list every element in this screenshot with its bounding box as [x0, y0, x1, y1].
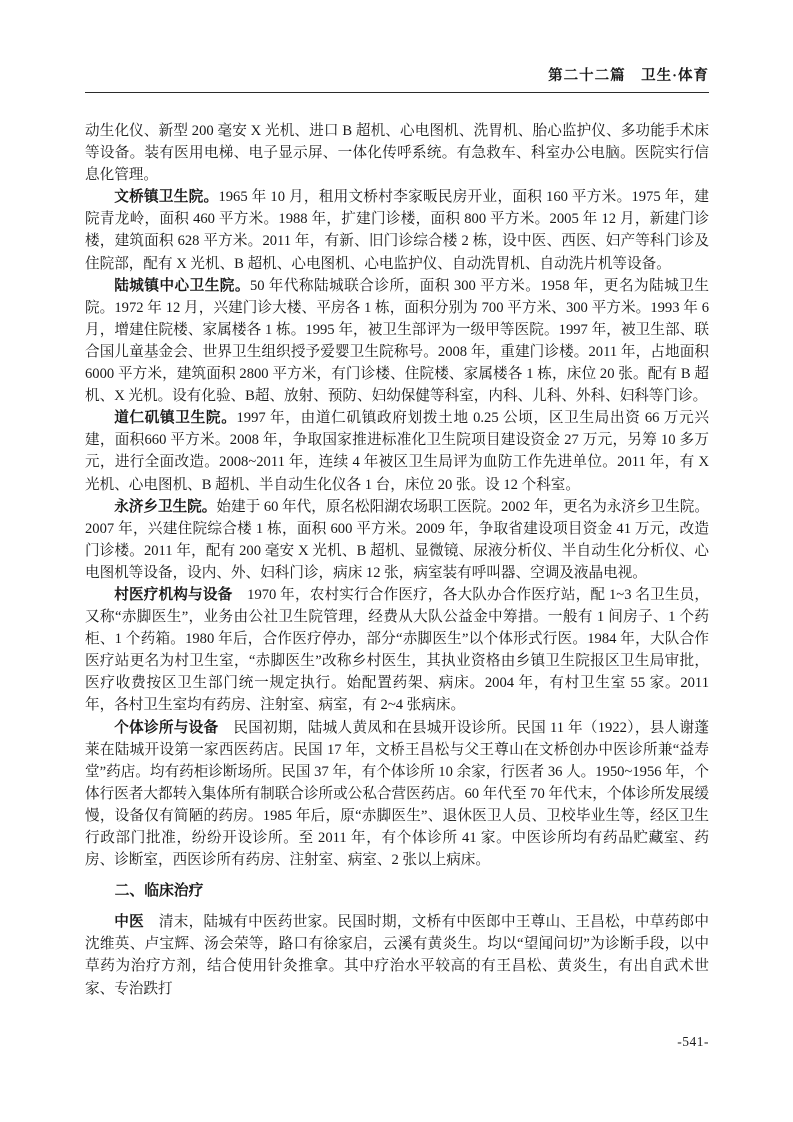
running-header-title: 第二十二篇 卫生·体育	[548, 68, 709, 84]
paragraph-text: 1970 年，农村实行合作医疗，各大队办合作医疗站，配 1~3 名卫生员，又称“赤脚医生”，业务由公社卫生院管理，经费从大队公益金中筹措。一般有 1 间房子、1 个药柜、1 个药箱。1980 年后，合作医疗停办，部分“赤脚医生”以个体形式行医。1984 年，大队合作医疗站更名为村卫生室，“赤脚医生”改称乡村医生，其执业资格由乡镇卫生院报区卫生局审批，医疗收费按区卫生部门统一规定执行。始配置药架、病床。2004 年，有村卫生室 55 家。2011 年，各村卫生室均有药房、注射室、病室，有 2~4 张病床。	[85, 586, 709, 714]
header-rule	[85, 92, 709, 93]
paragraph-text: 动生化仪、新型 200 毫安 X 光机、进口 B 超机、心电图机、洗胃机、胎心监护仪、多功能手术床等设备。装有医用电梯、电子显示屏、一体化传呼系统。有急救车、科室办公电脑。医院实行信息化管理。	[85, 123, 709, 184]
paragraph-lead: 个体诊所与设备	[114, 719, 234, 736]
paragraph-text: 民国初期，陆城人黄凤和在县城开设诊所。民国 11 年（1922），县人谢蓬莱在陆城开设第一家西医药店。民国 17 年，文桥王昌松与父王尊山在文桥创办中医诊所兼“益寿堂”药店。均有药柜诊断场所。民国 37 年，有个体诊所 10 余家，行医者 36 人。1950~1956 年，个体行医者大都转入集体所有制联合诊所或公私合营医药店。60 年代至 70 年代末，个体诊所发展缓慢，设备仅有简陋的药房。1985 年后，原“赤脚医生”、退休医卫人员、卫校毕业生等，经区卫生行政部门批准，纷纷开设诊所。至 2011 年，有个体诊所 41 家。中医诊所均有药品贮藏室、药房、诊断室，西医诊所有药房、注射室、病室、2 张以上病床。	[85, 719, 709, 869]
paragraph-text: 清末，陆城有中医药世家。民国时期，文桥有中医郎中王尊山、王昌松，中草药郎中沈维英、卢宝辉、汤会荣等，路口有徐家启，云溪有黄炎生。均以“望闻问切”为诊断手段，以中草药为治疗方剂，结合使用针灸推拿。其中疗治水平较高的有王昌松、黄炎生，有出自武术世家、专治跌打	[85, 914, 709, 997]
paragraph-text: 50 年代称陆城联合诊所，面积 300 平方米。1958 年，更名为陆城卫生院。1972 年 12 月，兴建门诊大楼、平房各 1 栋，面积分别为 700 平方米、300 平方米。1993 年 6 月，增建住院楼、家属楼各 1 栋。1995 年，被卫生部评为一级甲等医院。1997 年，被卫生部、联合国儿童基金会、世界卫生组织授予爱婴卫生院称号。2008 年，重建门诊楼。2011 年，占地面积 6000 平方米，建筑面积 2800 平方米，有门诊楼、住院楼、家属楼各 1 栋，床位 20 张。配有 B 超机、X 光机。设有化验、B超、放射、预防、妇幼保健等科室，内科、儿科、外科、妇科等门诊。	[85, 277, 709, 405]
paragraph-continuation	[85, 120, 709, 186]
paragraph-lead: 陆城镇中心卫生院。	[114, 277, 250, 294]
paragraph-yongji-hospital	[85, 496, 709, 584]
paragraph-private-clinics	[85, 717, 709, 872]
page-body	[85, 120, 709, 1000]
paragraph-daorenji-hospital	[85, 407, 709, 495]
section-heading-clinical-treatment: 二、临床治疗	[114, 883, 204, 900]
paragraph-lucheng-hospital	[85, 275, 709, 408]
paragraph-lead: 道仁矶镇卫生院。	[114, 410, 237, 427]
paragraph-text: 1997 年，由道仁矶镇政府划拨土地 0.25 公顷，区卫生局出资 66 万元兴建，面积660 平方米。2008 年，争取国家推进标准化卫生院项目建设资金 27 万元，另筹 10 多万元，进行全面改造。2008~2011 年，连续 4 年被区卫生局评为血防工作先进单位。2011 年，有 X 光机、心电图机、B 超机、半自动生化仪各 1 台，床位 20 张。设 12 个科室。	[85, 410, 709, 493]
paragraph-traditional-medicine	[85, 911, 709, 999]
paragraph-text: 始建于 60 年代，原名松阳湖农场职工医院。2002 年，更名为永济乡卫生院。2007 年，兴建住院综合楼 1 栋，面积 600 平方米。2009 年，争取省建设项目资金 41 万元，改造门诊楼。2011 年，配有 200 毫安 X 光机、B 超机、显微镜、尿液分析仪、半自动生化分析仪、心电图机等设备，设内、外、妇科门诊，病床 12 张，病室装有呼叫器、空调及液晶电视。	[85, 498, 709, 581]
running-header	[85, 64, 709, 92]
page-number: -541-	[677, 1034, 709, 1049]
paragraph-lead: 村医疗机构与设备	[114, 586, 248, 603]
paragraph-wenqiao-hospital	[85, 186, 709, 274]
paragraph-text: 1965 年 10 月，租用文桥村李家畈民房开业，面积 160 平方米。1975 年，建院青龙岭，面积 460 平方米。1988 年，扩建门诊楼，面积 800 平方米。2005 年 12 月，新建门诊楼，建筑面积 628 平方米。2011 年，有新、旧门诊综合楼 2 栋，设中医、西医、妇产等科门诊及住院部，配有 X 光机、B 超机、心电图机、心电监护仪、自动洗胃机、自动洗片机等设备。	[85, 189, 709, 272]
paragraph-lead: 文桥镇卫生院。	[114, 189, 219, 206]
paragraph-lead: 永济乡卫生院。	[114, 498, 217, 515]
paragraph-lead: 中医	[114, 914, 159, 931]
paragraph-village-clinics	[85, 584, 709, 717]
